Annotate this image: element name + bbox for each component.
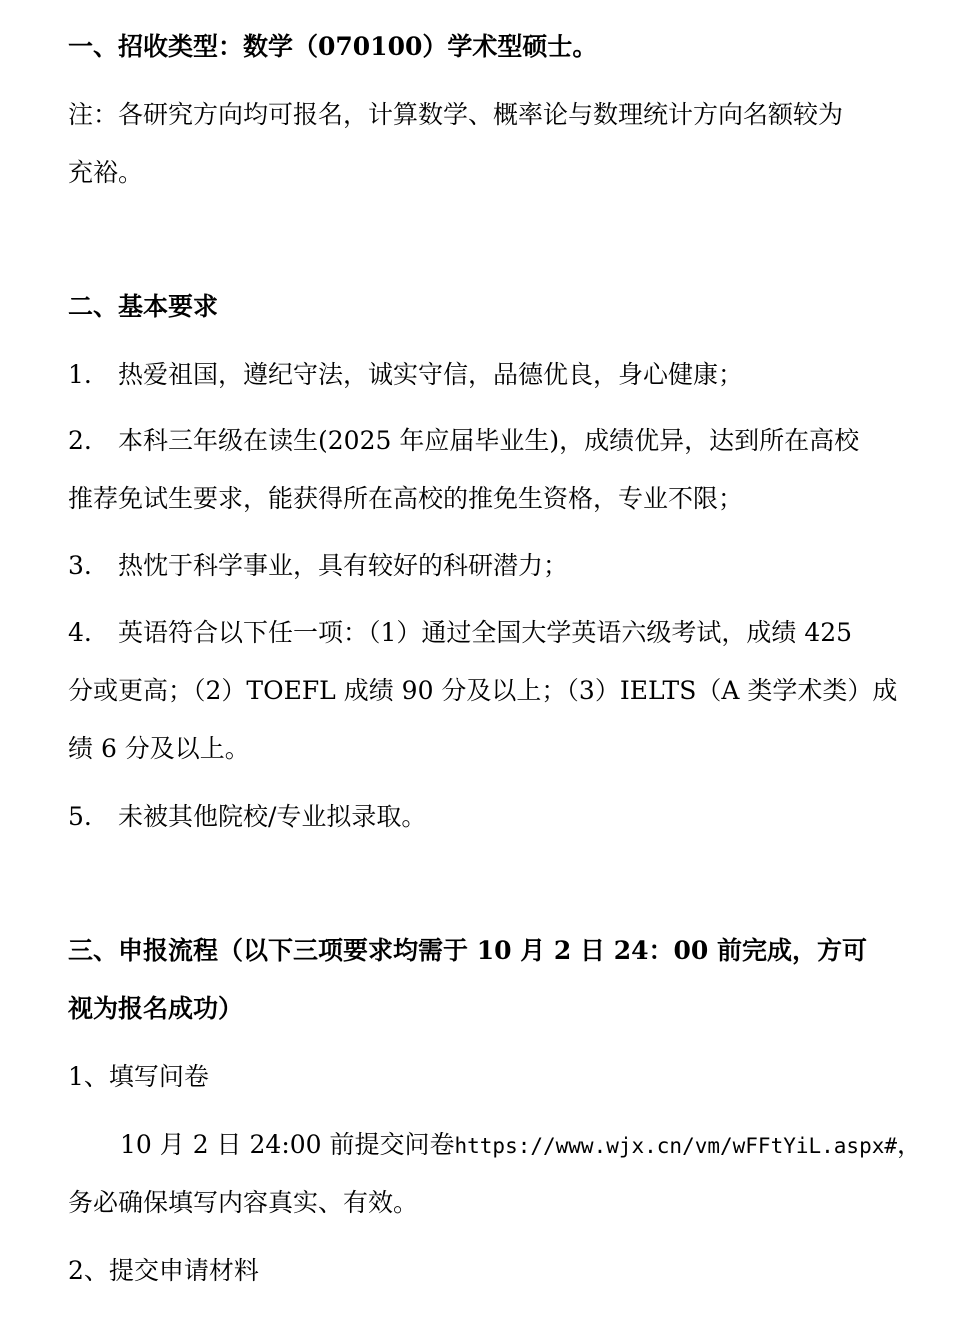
section1-title: 一、招收类型：数学（070100）学术型硕士。	[68, 32, 598, 61]
requirement-item-4-continued: 分或更高；（2）TOEFL 成绩 90 分及以上；（3）IELTS（A 类学术类）成	[68, 676, 898, 705]
requirement-number: 2.	[68, 426, 92, 455]
requirement-item-4	[68, 616, 852, 650]
requirement-text: 未被其他院校/专业拟录取。	[118, 802, 427, 831]
section1-note-line2: 充裕。	[68, 158, 144, 187]
section3-title-line1: 三、申报流程（以下三项要求均需于 10 月 2 日 24：00 前完成，方可	[68, 936, 867, 965]
section2-title: 二、基本要求	[68, 292, 219, 321]
step1-line2: 务必确保填写内容真实、有效。	[68, 1188, 419, 1217]
requirement-text: 本科三年级在读生(2025 年应届毕业生)，成绩优异，达到所在高校	[118, 426, 860, 455]
requirement-item-3	[68, 549, 568, 583]
requirement-item-2-continued: 推荐免试生要求，能获得所在高校的推免生资格，专业不限；	[68, 484, 744, 513]
requirement-number: 1.	[68, 360, 92, 389]
step1-title: 1、填写问卷	[68, 1062, 209, 1091]
requirement-number: 3.	[68, 551, 92, 580]
section1-note-line1: 注：各研究方向均可报名，计算数学、概率论与数理统计方向名额较为	[68, 100, 844, 129]
requirement-item-2	[68, 424, 859, 458]
requirement-number: 4.	[68, 618, 92, 647]
requirement-text: 热忱于科学事业，具有较好的科研潜力；	[118, 551, 569, 580]
step1-text-prefix: 10 月 2 日 24:00 前提交问卷	[120, 1130, 455, 1159]
requirement-item-1	[68, 358, 743, 392]
step2-title: 2、提交申请材料	[68, 1256, 259, 1285]
requirement-text: 热爱祖国，遵纪守法，诚实守信，品德优良，身心健康；	[118, 360, 744, 389]
questionnaire-link[interactable]: https://www.wjx.cn/vm/wFFtYiL.aspx#	[454, 1134, 898, 1158]
requirement-item-5	[68, 800, 426, 834]
step1-text-suffix: ，	[897, 1130, 923, 1159]
section3-title-line2: 视为报名成功）	[68, 994, 244, 1023]
requirement-number: 5.	[68, 802, 92, 831]
requirement-item-4-continued-2: 绩 6 分及以上。	[68, 734, 250, 763]
step1-text	[120, 1128, 922, 1163]
requirement-text: 英语符合以下任一项：（1）通过全国大学英语六级考试，成绩 425	[118, 618, 853, 647]
